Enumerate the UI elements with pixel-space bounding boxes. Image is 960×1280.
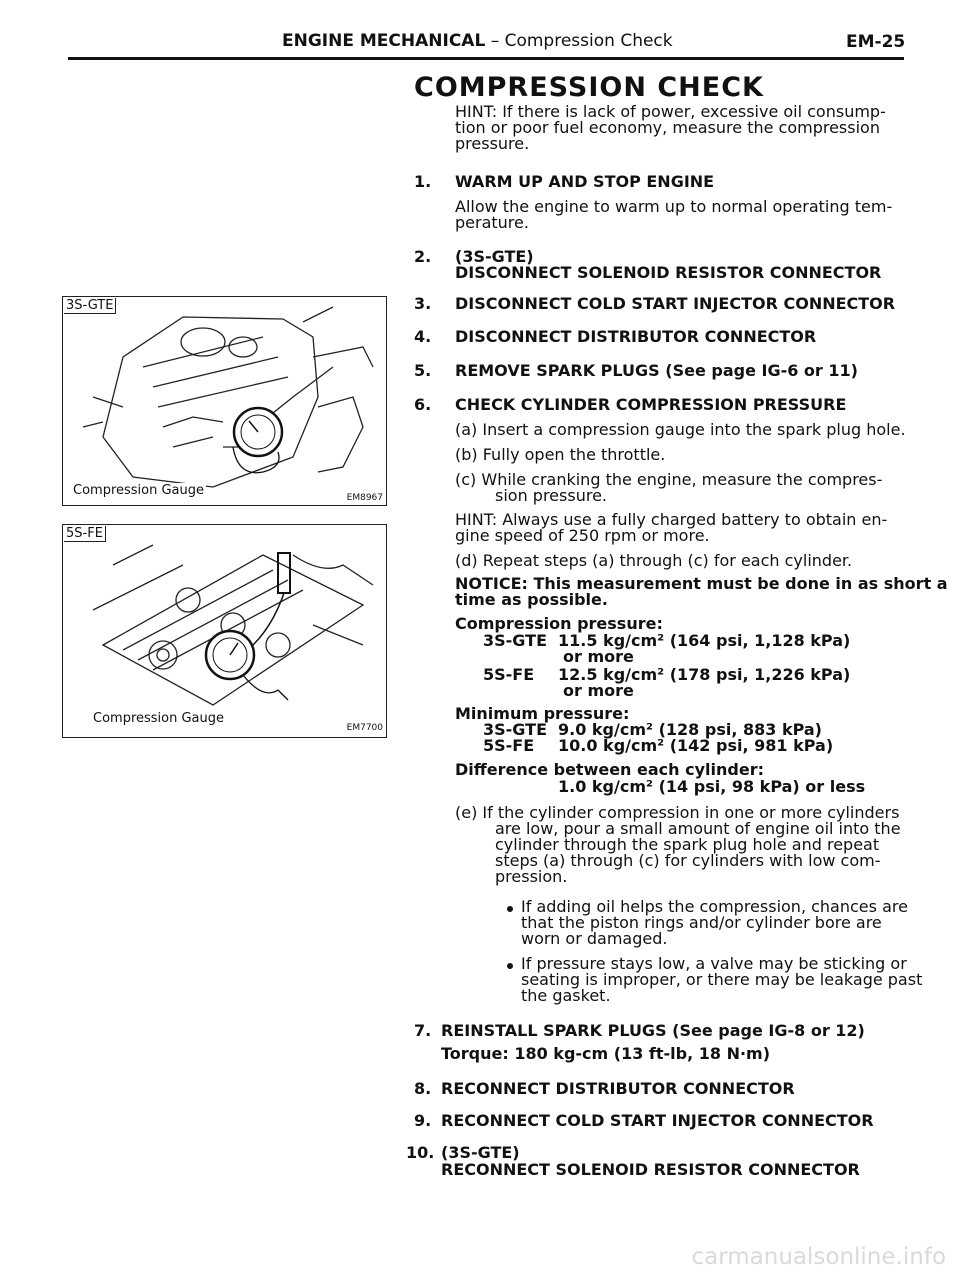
step-6e-line-5: pression. [495,867,568,886]
step-6b: (b) Fully open the throttle. [455,445,666,464]
step-7-title: REINSTALL SPARK PLUGS (See page IG-8 or 12) [441,1021,865,1040]
step-10-title-2: RECONNECT SOLENOID RESISTOR CONNECTOR [441,1160,860,1179]
compression-3sgte-value: 11.5 kg/cm² (164 psi, 1,128 kPa) [558,631,851,650]
notice-line-1: NOTICE: This measurement must be done in as short a [455,574,948,593]
compression-3sgte-more: or more [563,647,634,666]
compression-5sfe-value: 12.5 kg/cm² (178 psi, 1,226 kPa) [558,665,851,684]
step-10-number: 10. [406,1143,435,1162]
step-2-title-1: (3S-GTE) [455,247,534,266]
bullet-1-line-3: worn or damaged. [521,929,668,948]
bullet-1-line-2: that the piston rings and/or cylinder bore are [521,913,882,932]
step-3-number: 3. [414,294,432,313]
header-rule [68,57,904,60]
difference-value: 1.0 kg/cm² (14 psi, 98 kPa) or less [558,777,866,796]
compression-3sgte-engine: 3S-GTE [483,631,547,650]
page-title: COMPRESSION CHECK [414,72,764,103]
step-4-title: DISCONNECT DISTRIBUTOR CONNECTOR [455,327,817,346]
bullet-2-line-3: the gasket. [521,986,611,1005]
step-2-number: 2. [414,247,432,266]
step-6-number: 6. [414,395,432,414]
compression-5sfe-more: or more [563,681,634,700]
step-2-title-2: DISCONNECT SOLENOID RESISTOR CONNECTOR [455,263,882,282]
compression-label: Compression pressure: [455,614,663,633]
step-1-body-1: Allow the engine to warm up to normal operating tem- [455,197,893,216]
figure-5sfe [62,524,387,738]
difference-label: Difference between each cylinder: [455,760,764,779]
minimum-label: Minimum pressure: [455,704,630,723]
intro-hint-line-1: HINT: If there is lack of power, excessive oil consump- [455,102,886,121]
step-6-hint-1: HINT: Always use a fully charged battery to obtain en- [455,510,888,529]
step-10-title-1: (3S-GTE) [441,1143,520,1162]
header-subsection: – Compression Check [485,31,673,51]
step-4-number: 4. [414,327,432,346]
bullet-1-dot [507,906,513,912]
step-6e-line-3: cylinder through the spark plug hole and repeat [495,835,880,854]
figure-3sgte-gauge-label: Compression Gauge [73,483,205,498]
notice-line-2: time as possible. [455,590,608,609]
step-1-body-2: perature. [455,213,529,232]
bullet-2-dot [507,963,513,969]
step-6d: (d) Repeat steps (a) through (c) for each cylinder. [455,551,853,570]
figure-5sfe-engine-label: 5S-FE [64,526,106,542]
figure-3sgte-code: EM8967 [346,493,383,503]
figure-5sfe-gauge-label: Compression Gauge [93,711,225,726]
step-5-title: REMOVE SPARK PLUGS (See page IG-6 or 11) [455,361,858,380]
step-6e-line-1: (e) If the cylinder compression in one or more cylinders [455,803,900,822]
step-3-title: DISCONNECT COLD START INJECTOR CONNECTOR [455,294,896,313]
figure-5sfe-code: EM7700 [346,723,383,733]
bullet-2-line-2: seating is improper, or there may be leakage past [521,970,923,989]
step-8-title: RECONNECT DISTRIBUTOR CONNECTOR [441,1079,795,1098]
header-section: ENGINE MECHANICAL [282,31,486,51]
step-7-number: 7. [414,1021,432,1040]
step-9-number: 9. [414,1111,432,1130]
bullet-1-line-1: If adding oil helps the compression, chances are [521,897,908,916]
step-6c-line-1: (c) While cranking the engine, measure the compres- [455,470,883,489]
step-6-title: CHECK CYLINDER COMPRESSION PRESSURE [455,395,847,414]
page-number: EM-25 [846,32,906,52]
step-8-number: 8. [414,1079,432,1098]
figure-3sgte [62,296,387,506]
step-6-hint-2: gine speed of 250 rpm or more. [455,526,710,545]
step-6a: (a) Insert a compression gauge into the spark plug hole. [455,420,906,439]
minimum-3sgte-value: 9.0 kg/cm² (128 psi, 883 kPa) [558,720,822,739]
bullet-2-line-1: If pressure stays low, a valve may be sticking or [521,954,907,973]
step-1-number: 1. [414,172,432,191]
step-6e-line-4: steps (a) through (c) for cylinders with low com- [495,851,881,870]
minimum-3sgte-engine: 3S-GTE [483,720,547,739]
intro-hint-line-3: pressure. [455,134,530,153]
step-7-torque: Torque: 180 kg-cm (13 ft-lb, 18 N·m) [441,1044,771,1063]
figure-3sgte-engine-label: 3S-GTE [64,298,116,314]
step-9-title: RECONNECT COLD START INJECTOR CONNECTOR [441,1111,874,1130]
step-6c-line-2: sion pressure. [495,486,607,505]
minimum-5sfe-value: 10.0 kg/cm² (142 psi, 981 kPa) [558,736,834,755]
engine-5sfe-illustration [63,525,386,737]
minimum-5sfe-engine: 5S-FE [483,736,535,755]
header-title [282,31,673,51]
step-6e-line-2: are low, pour a small amount of engine oil into the [495,819,901,838]
engine-3sgte-illustration [63,297,386,505]
step-1-title: WARM UP AND STOP ENGINE [455,172,715,191]
watermark: carmanualsonline.info [691,1244,946,1270]
intro-hint-line-2: tion or poor fuel economy, measure the compression [455,118,880,137]
compression-5sfe-engine: 5S-FE [483,665,535,684]
step-5-number: 5. [414,361,432,380]
